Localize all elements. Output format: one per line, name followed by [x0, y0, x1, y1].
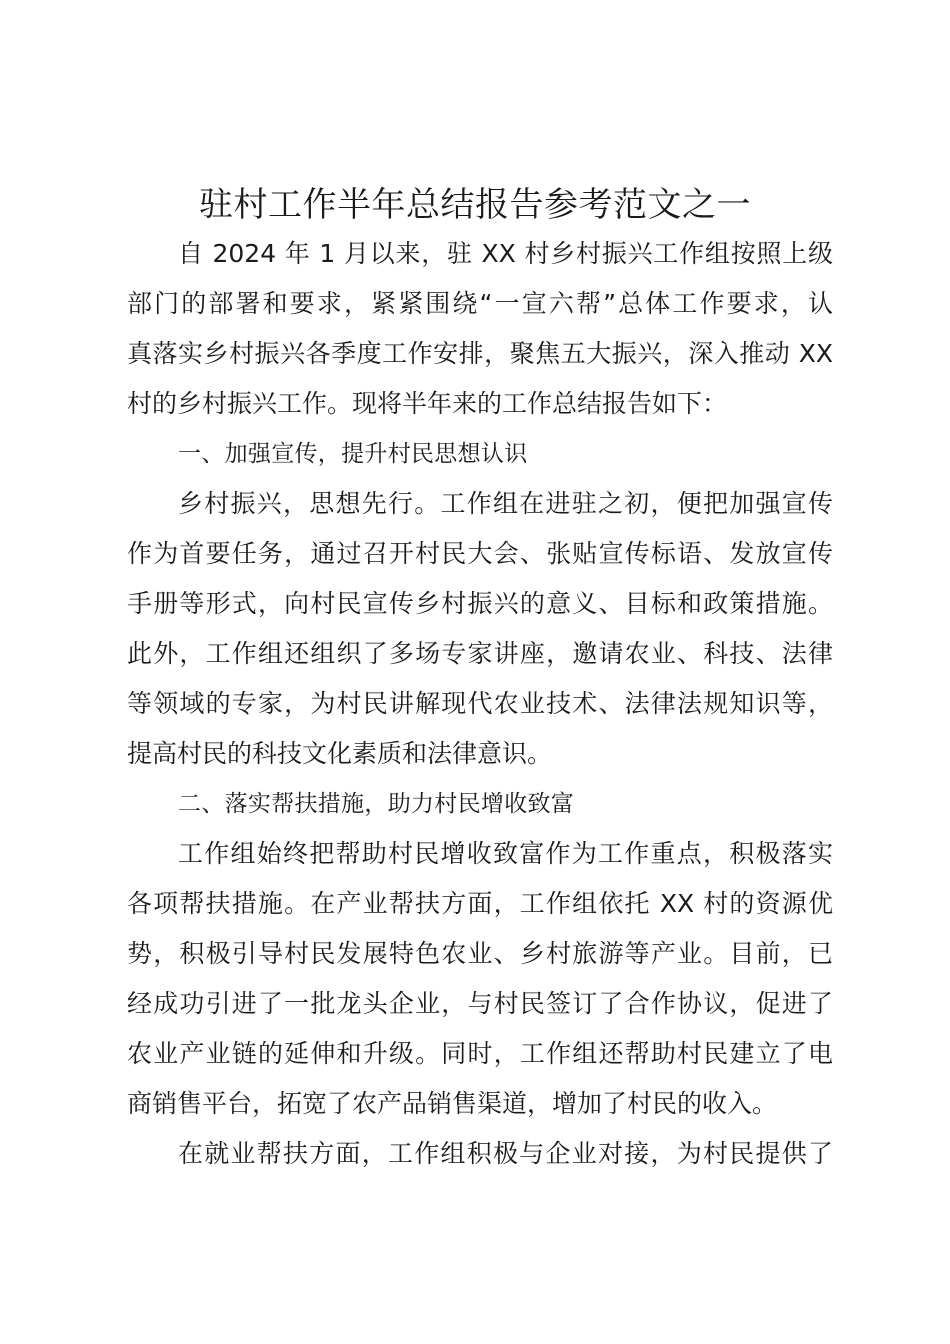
paragraph-line: 经成功引进了一批龙头企业，与村民签订了合作协议，促进了: [127, 989, 833, 1018]
paragraph-line: 此外，工作组还组织了多场专家讲座，邀请农业、科技、法律: [127, 639, 833, 668]
paragraph-line: 农业产业链的延伸和升级。同时，工作组还帮助村民建立了电: [127, 1039, 833, 1068]
document-title: 驻村工作半年总结报告参考范文之一: [199, 185, 751, 225]
paragraph-line: 在就业帮扶方面，工作组积极与企业对接，为村民提供了: [178, 1139, 833, 1168]
section-heading: 二、落实帮扶措施，助力村民增收致富: [178, 791, 575, 817]
paragraph-line: 各项帮扶措施。在产业帮扶方面，工作组依托 XX 村的资源优: [127, 889, 833, 918]
paragraph-line: 手册等形式，向村民宣传乡村振兴的意义、目标和政策措施。: [127, 589, 833, 618]
paragraph-line: 提高村民的科技文化素质和法律意识。: [127, 739, 553, 768]
paragraph-line: 等领域的专家，为村民讲解现代农业技术、法律法规知识等，: [127, 689, 833, 718]
paragraph-line: 作为首要任务，通过召开村民大会、张贴宣传标语、发放宣传: [127, 539, 833, 568]
paragraph-line: 真落实乡村振兴各季度工作安排，聚焦五大振兴，深入推动 XX: [127, 339, 833, 368]
paragraph-line: 部门的部署和要求，紧紧围绕“一宣六帮”总体工作要求，认: [127, 289, 833, 318]
paragraph-line: 村的乡村振兴工作。现将半年来的工作总结报告如下：: [127, 389, 728, 418]
paragraph-line: 工作组始终把帮助村民增收致富作为工作重点，积极落实: [178, 839, 833, 868]
section-heading: 一、加强宣传，提升村民思想认识: [178, 441, 528, 467]
paragraph-line: 势，积极引导村民发展特色农业、乡村旅游等产业。目前，已: [127, 939, 833, 968]
paragraph-line: 商销售平台，拓宽了农产品销售渠道，增加了村民的收入。: [127, 1089, 778, 1118]
paragraph-line: 自 2024 年 1 月以来，驻 XX 村乡村振兴工作组按照上级: [178, 239, 833, 268]
paragraph-line: 乡村振兴，思想先行。工作组在进驻之初，便把加强宣传: [178, 489, 833, 518]
